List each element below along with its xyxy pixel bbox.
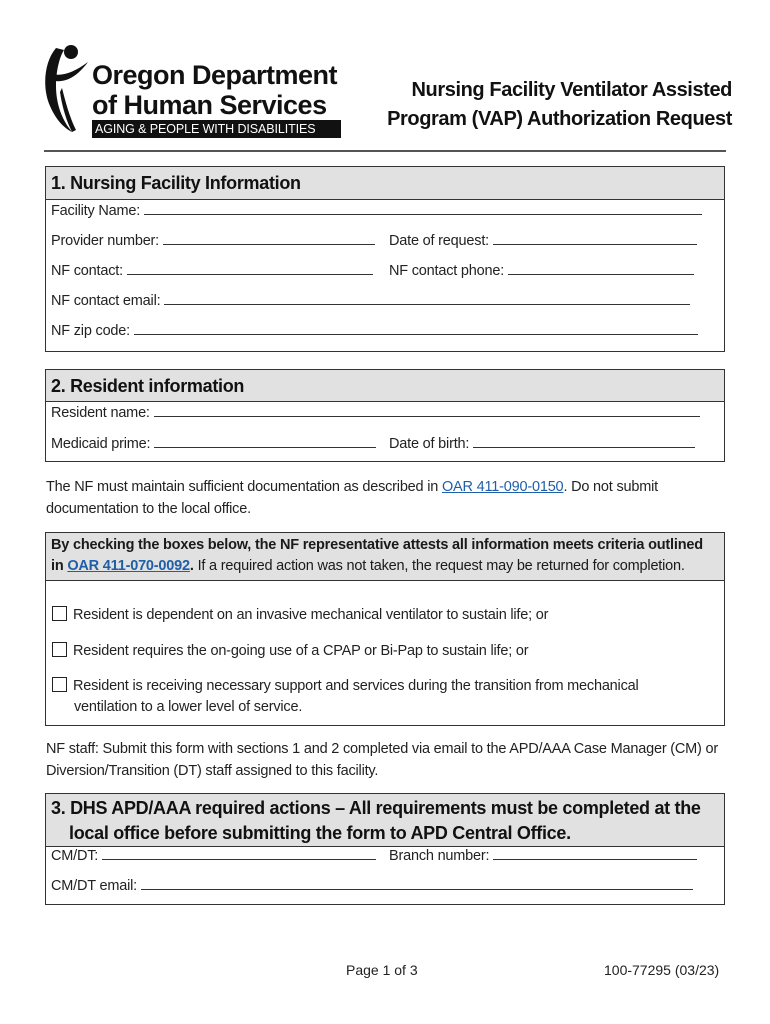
medicaid-prime-line[interactable] — [154, 436, 376, 448]
attest-option-1[interactable] — [52, 605, 548, 626]
cm-dt-email-label: CM/DT email: — [51, 878, 137, 894]
section3-heading-line2: local office before submitting the form to APD Central Office. — [69, 823, 571, 843]
nf-contact-email-label: NF contact email: — [51, 293, 161, 309]
attest-option-2-label: Resident requires the on-going use of a CPAP or Bi-Pap to sustain life; or — [73, 643, 529, 659]
section1-heading: 1. Nursing Facility Information — [46, 167, 724, 200]
date-of-birth-field[interactable] — [389, 436, 695, 452]
cm-dt-email-field[interactable] — [51, 878, 693, 894]
nf-contact-phone-field[interactable] — [389, 263, 694, 279]
section3-heading — [46, 794, 724, 847]
section2-heading: 2. Resident information — [46, 370, 724, 402]
oar-411-070-0092-link[interactable]: OAR 411-070-0092 — [67, 558, 190, 574]
provider-number-field[interactable] — [51, 233, 375, 249]
provider-number-label: Provider number: — [51, 233, 160, 249]
form-title-line1: Nursing Facility Ventilator Assisted — [411, 79, 732, 101]
documentation-note — [46, 476, 726, 520]
provider-number-line[interactable] — [163, 233, 375, 245]
section3-heading-line1: 3. DHS APD/AAA required actions – All requirements must be completed at the — [51, 798, 701, 818]
branch-number-field[interactable] — [389, 848, 697, 864]
nf-contact-phone-line[interactable] — [508, 263, 694, 275]
facility-name-field[interactable] — [51, 203, 702, 219]
date-of-request-label: Date of request: — [389, 233, 489, 249]
nf-zip-label: NF zip code: — [51, 323, 130, 339]
nf-contact-email-field[interactable] — [51, 293, 690, 309]
date-of-request-field[interactable] — [389, 233, 697, 249]
dhs-logo — [42, 44, 342, 140]
branch-number-line[interactable] — [493, 848, 697, 860]
form-number: 100-77295 (03/23) — [604, 962, 720, 978]
org-tagline: AGING & PEOPLE WITH DISABILITIES — [92, 120, 341, 138]
branch-number-label: Branch number: — [389, 848, 490, 864]
facility-name-label: Facility Name: — [51, 203, 141, 219]
cm-dt-field[interactable] — [51, 848, 376, 864]
form-title — [372, 76, 732, 134]
nf-staff-note: NF staff: Submit this form with sections 1 and 2 completed via email to the APD/AAA Case Manager (CM) or Diversion/Transition (DT) staff assigned to this facility. — [46, 741, 719, 779]
org-name-line2: of Human Services — [92, 90, 327, 120]
medicaid-prime-label: Medicaid prime: — [51, 436, 151, 452]
attestation-bold-intro: By checking the boxes below, the NF representative attests all information meets criteria outlined in — [51, 537, 703, 574]
form-title-line2: Program (VAP) Authorization Request — [387, 108, 732, 130]
date-of-request-line[interactable] — [493, 233, 697, 245]
cm-dt-label: CM/DT: — [51, 848, 99, 864]
medicaid-prime-field[interactable] — [51, 436, 376, 452]
checkbox[interactable] — [52, 677, 67, 692]
section1-box — [45, 166, 725, 352]
documentation-text-after: . Do not submit documentation to the local office. — [46, 479, 658, 517]
page-number: Page 1 of 3 — [346, 962, 418, 978]
cm-dt-email-line[interactable] — [141, 878, 693, 890]
attest-option-1-label: Resident is dependent on an invasive mechanical ventilator to sustain life; or — [73, 607, 549, 623]
nf-zip-field[interactable] — [51, 323, 698, 339]
date-of-birth-line[interactable] — [473, 436, 695, 448]
checkbox[interactable] — [52, 642, 67, 657]
section2-box — [45, 369, 725, 462]
attestation-bold-period: . — [189, 558, 194, 574]
org-name-line1: Oregon Department — [92, 60, 338, 90]
resident-name-label: Resident name: — [51, 405, 150, 421]
date-of-birth-label: Date of birth: — [389, 436, 470, 452]
nf-contact-line[interactable] — [127, 263, 373, 275]
person-figure-icon — [42, 44, 92, 136]
nf-zip-line[interactable] — [134, 323, 698, 335]
header-divider — [44, 150, 726, 152]
resident-name-line[interactable] — [154, 405, 700, 417]
attestation-box — [45, 532, 725, 726]
facility-name-line[interactable] — [144, 203, 702, 215]
nf-contact-phone-label: NF contact phone: — [389, 263, 505, 279]
attest-option-3[interactable] — [52, 676, 692, 718]
attest-option-2[interactable] — [52, 641, 528, 662]
nf-contact-label: NF contact: — [51, 263, 123, 279]
documentation-text-before: The NF must maintain sufficient documentation as described in — [46, 479, 442, 495]
attestation-heading — [46, 533, 724, 581]
attest-option-3-label: Resident is receiving necessary support and services during the transition from mechanical ventilation to a lower level of service. — [73, 678, 639, 715]
oar-411-090-0150-link[interactable]: OAR 411-090-0150 — [441, 479, 564, 495]
nf-contact-email-line[interactable] — [164, 293, 690, 305]
nf-contact-field[interactable] — [51, 263, 373, 279]
cm-dt-line[interactable] — [102, 848, 376, 860]
section3-box — [45, 793, 725, 905]
checkbox[interactable] — [52, 606, 67, 621]
resident-name-field[interactable] — [51, 405, 700, 421]
attestation-rest: If a required action was not taken, the request may be returned for completion. — [193, 558, 685, 574]
